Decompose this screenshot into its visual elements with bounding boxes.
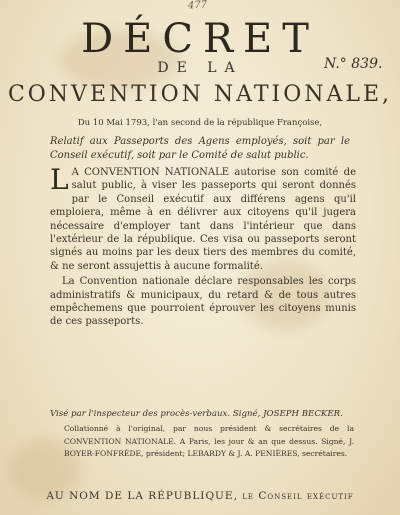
decree-subject: Relatif aux Passeports des Agens employés, soit par le Conseil exécutif, soit par le Comité de salut public.	[50, 136, 350, 161]
decree-title: DÉCRET	[81, 16, 319, 62]
drop-cap: L	[50, 163, 69, 196]
handwritten-note: 477	[187, 0, 208, 12]
decree-number: N.° 839.	[324, 56, 383, 72]
closing-line: AU NOM DE LA RÉPUBLIQUE, le Conseil exécutif	[46, 490, 354, 502]
date-line: Du 10 Mai 1793, l'an second de la république Françoise,	[77, 118, 323, 128]
body-paragraph	[50, 275, 356, 329]
paragraph-text: A CONVENTION NATIONALE autorise son comité de salut public, à viser les passeports qui seront donnés par le Conseil exécutif aux différens agens qu'il emploiera, même à en délivrer aux citoyens qu'il jugera nécessaire d'employer tant dans l'intérieur que dans l'extérieur de la république. Ces visa ou passeports seront signés au moins par les deux tiers des membres du comité, & ne seront assujettis à aucune formalité.	[50, 167, 356, 272]
title-connector: DE LA	[157, 60, 243, 76]
collation-statement: Collationné à l'original, par nous président & secrétaires de la CONVENTION NATIONALE. A Paris, les jour & an que dessus. Signé, J. BOYER-FONFRÈDE, président; LEBARDY & J. A. PENIÈRES, secrétaires.	[64, 424, 354, 458]
body-paragraph	[50, 163, 356, 273]
decree-body	[50, 163, 356, 331]
vise-line: Visé par l'inspecteur des procès-verbaux. Signé, JOSEPH BECKER.	[50, 409, 343, 419]
paragraph-text: La Convention nationale déclare responsables les corps administratifs & municipaux, du retard & de tous autres empêchemens que pourroient éprouver les citoyens munis de ces passeports.	[50, 276, 356, 328]
convention-heading: CONVENTION NATIONALE,	[7, 82, 393, 107]
